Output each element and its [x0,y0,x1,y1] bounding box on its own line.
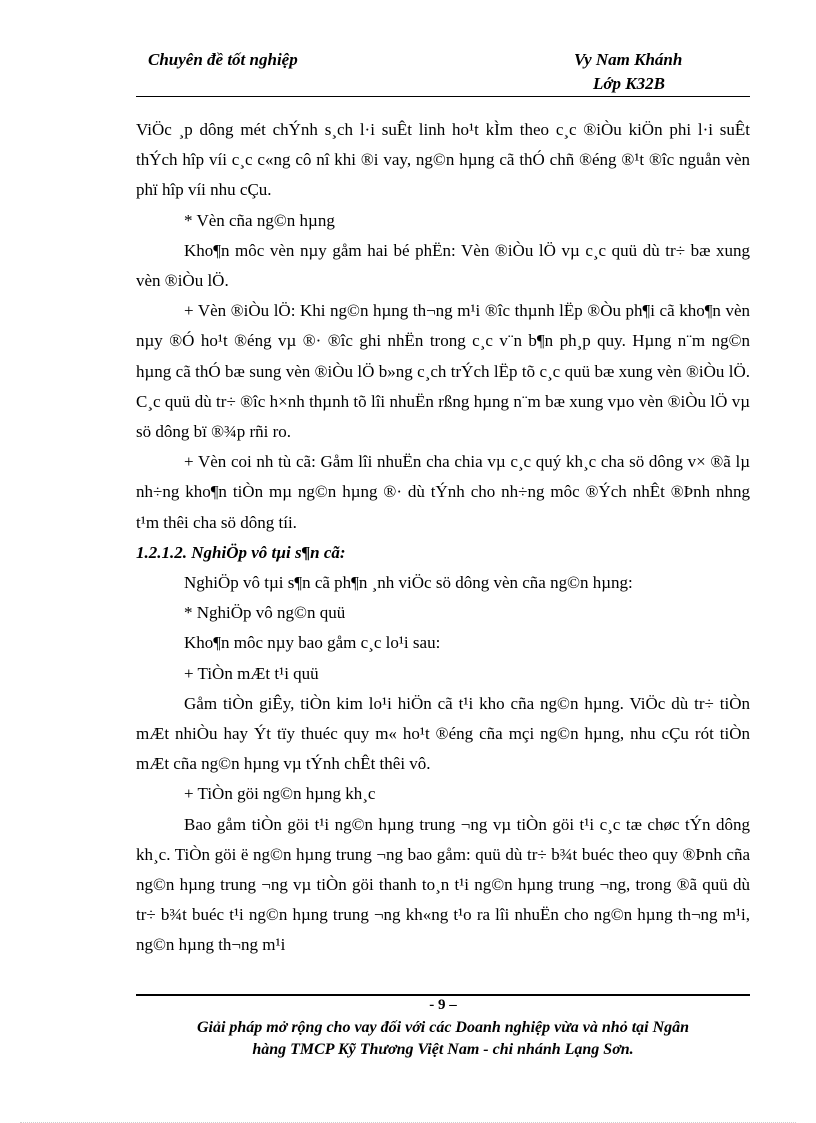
paragraph: Bao gåm tiÒn göi t¹i ng©n hµng trung ¬ng vµ tiÒn göi t¹i c¸c tæ chøc tÝn dông kh¸c. TiÒn göi ë ng©n hµng trung ¬ng bao gåm: quü dù tr÷ b¾t buéc theo quy ®Þnh cña ng©n hµng trung ¬ng vµ tiÒn göi thanh to¸n t¹i ng©n hµng trung ¬ng, trong ®ã quü dù tr÷ b¾t buéc t¹i ng©n hµng trung ¬ng kh«ng t¹o ra lîi nhuËn cho ng©n hµng th¬ng m¹i, ng©n hµng th¬ng m¹i [136,814,750,955]
paragraph: * Vèn cña ng©n hµng [184,210,335,230]
section-heading: 1.2.1.2. NghiÖp vô tµi s¶n cã: [136,542,346,562]
header-author: Vy Nam Khánh [574,50,683,69]
header-class: Lớp K32B [593,74,665,93]
paragraph: Gåm tiÒn giÊy, tiÒn kim lo¹i hiÖn cã t¹i kho cña ng©n hµng. ViÖc dù tr÷ tiÒn mÆt nhiÒu hay Ýt tïy thuéc quy m« ho¹t ®éng cña mçi ng©n hµng, nhu cÇu rót tiÒn mÆt cña ng©n hµng vµ tÝnh chÊt thêi vô. [136,693,750,774]
document-body [136,115,750,961]
page-number: - 9 – [429,997,457,1013]
paragraph: NghiÖp vô tµi s¶n cã ph¶n ¸nh viÖc sö dông vèn cña ng©n hµng: [184,573,633,593]
paragraph: + TiÒn mÆt t¹i quü [184,663,319,683]
paragraph: ViÖc ¸p dông mét chÝnh s¸ch l·i suÊt linh ho¹t kÌm theo c¸c ®iÒu kiÖn phi l·i suÊt thÝch hîp víi c¸c c«ng cô nî khi ®i vay, ng©n hµng cã thÓ chñ ®éng ®¹t ®îc nguån vèn phï hîp víi nhu cÇu. [136,120,750,200]
paragraph: * NghiÖp vô ng©n quü [184,603,346,623]
paragraph: + Vèn ®iÒu lÖ: Khi ng©n hµng th¬ng m¹i ®îc thµnh lËp ®Òu ph¶i cã kho¶n vèn nµy ®Ó ho¹t ®éng vµ ®· ®îc ghi nhËn trong c¸c v¨n b¶n ph¸p quy. Hµng n¨m ng©n hµng cã thÓ bæ sung vèn ®iÒu lÖ b»ng c¸ch trÝch lËp tõ c¸c quü bæ xung vèn ®iÒu lÖ. C¸c quü dù tr÷ ®îc h×nh thµnh tõ lîi nhuËn rßng hµng n¨m bæ xung vµo vèn ®iÒu lÖ vµ sö dông bï ®¾p rñi ro. [136,301,750,442]
footer-caption-line: hàng TMCP Kỹ Thương Việt Nam - chi nhánh Lạng Sơn. [252,1041,634,1058]
header-divider [136,96,750,97]
paragraph: Kho¶n môc vèn nµy gåm hai bé phËn: Vèn ®iÒu lÖ vµ c¸c quü dù tr÷ bæ xung vèn ®iÒu lÖ. [136,240,750,291]
paragraph: Kho¶n môc nµy bao gåm c¸c lo¹i sau: [184,633,441,653]
paragraph: + TiÒn göi ng©n hµng kh¸c [184,784,376,804]
paragraph: + Vèn coi nh tù cã: Gåm lîi nhuËn cha chia vµ c¸c quý kh¸c cha sö dông v× ®ã lµ nh÷ng kho¶n tiÒn mµ ng©n hµng ®· dù tÝnh cho nh÷ng môc ®Ých nhÊt ®Þnh nhng t¹m thêi cha sö dông tíi. [136,452,750,532]
footer-caption [136,1017,750,1061]
footer-divider [136,994,750,996]
footer-caption-line: Giải pháp mở rộng cho vay đối với các Doanh nghiệp vừa và nhỏ tại Ngân [196,1019,690,1036]
header-title: Chuyên đề tốt nghiệp [148,50,298,69]
